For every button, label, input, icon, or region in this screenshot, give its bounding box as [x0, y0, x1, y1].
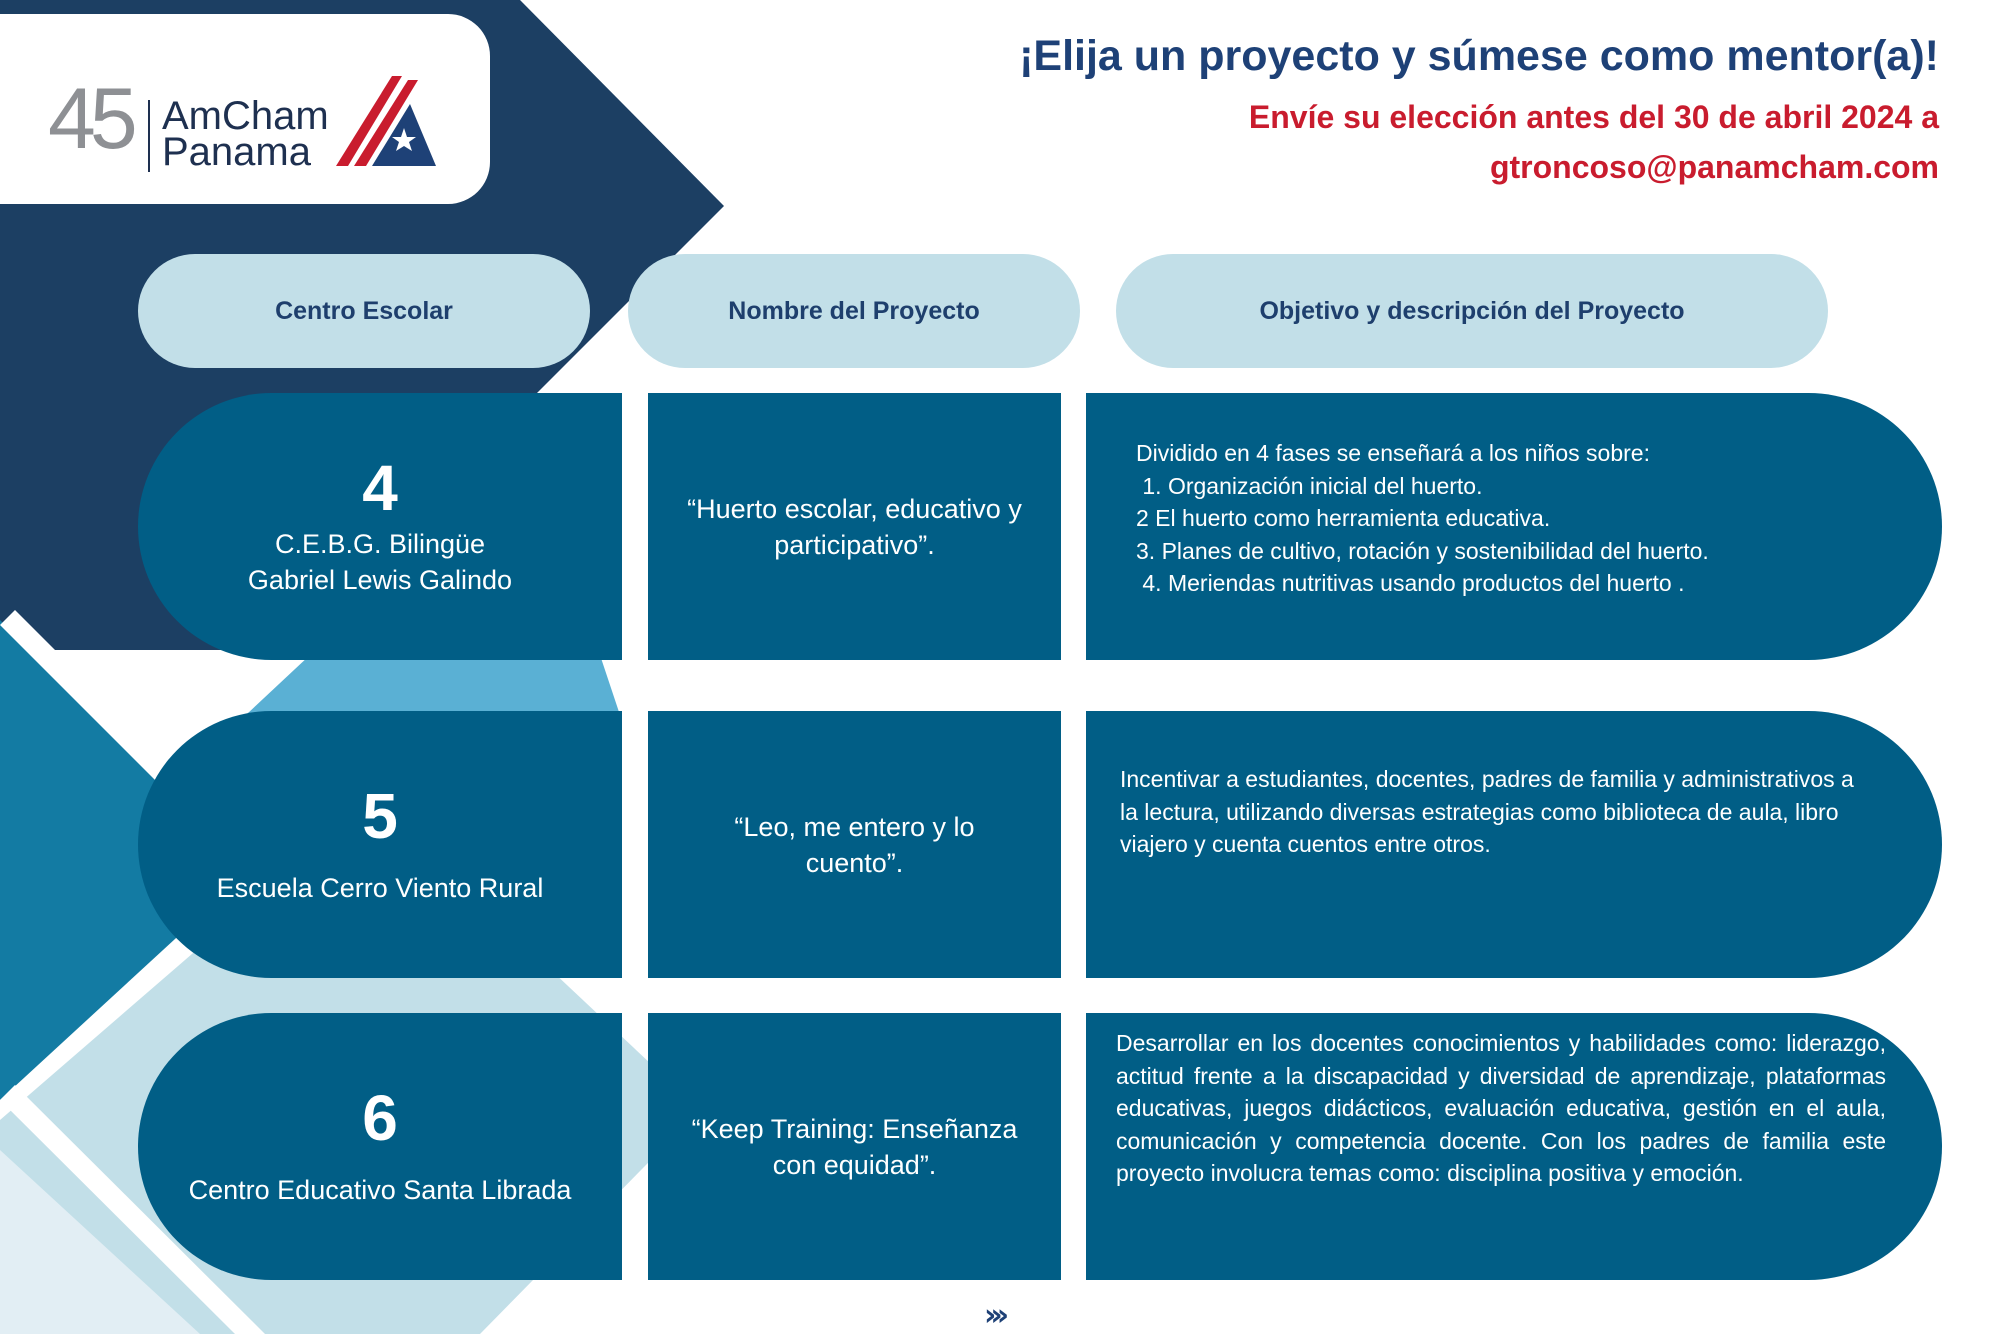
page-subtitle: Envíe su elección antes del 30 de abril 2024 a gtroncoso@panamcham.com: [1248, 99, 1939, 185]
school-name: C.E.B.G. Bilingüe Gabriel Lewis Galindo: [247, 528, 513, 595]
column-header-school: Centro Escolar: [138, 254, 590, 368]
column-header-project: Nombre del Proyecto: [628, 254, 1080, 368]
anniversary-number: 45: [48, 71, 132, 167]
school-cell: [138, 1013, 622, 1280]
page-title: ¡Elija un proyecto y súmese como mentor(a)!: [1019, 32, 1939, 80]
description-text: Incentivar a estudiantes, docentes, padres de familia y administrativos a la lectura, utilizando diversas estrategias como biblioteca de aula, libro viajero y cuenta cuentos entre otros.: [1120, 766, 1854, 857]
description-line: 4. Meriendas nutritivas usando productos del huerto .: [1136, 570, 1685, 596]
logo-brand-line1: AmCham: [162, 94, 329, 138]
project-name: “Huerto escolar, educativo y participativo”.: [687, 493, 1022, 560]
school-cell: [138, 393, 622, 660]
column-header-objective: Objetivo y descripción del Proyecto: [1116, 254, 1828, 368]
project-name-cell: [648, 1013, 1061, 1280]
school-name: Escuela Cerro Viento Rural: [216, 872, 544, 903]
project-name-cell: [648, 393, 1061, 660]
description-line: 3. Planes de cultivo, rotación y sostenibilidad del huerto.: [1136, 537, 1709, 564]
description-text: Desarrollar en los docentes conocimientos y habilidades como: liderazgo, actitud frente a la discapacidad y diversidad de aprendizaje, plataformas educativas, juegos didácticos, evaluación educativa, gestión en el aula, comunicación y competencia docente. Con los padres de familia este proyecto involucra temas como: disciplina positiva y emoción.: [1116, 1030, 1886, 1186]
next-page-chevron-icon[interactable]: ›››: [984, 1298, 1004, 1333]
logo-brand-line2: Panama: [162, 130, 311, 174]
logo-card: [0, 14, 490, 204]
amcham-logo-icon: [336, 76, 436, 168]
project-name: “Leo, me entero y lo cuento”.: [734, 811, 975, 878]
project-number: 4: [362, 451, 398, 524]
description-line: 1. Organización inicial del huerto.: [1136, 472, 1483, 499]
project-name-cell: [648, 711, 1061, 978]
school-cell: [138, 711, 622, 978]
description-line: 2 El huerto como herramienta educativa.: [1136, 505, 1551, 531]
description-cell: [1086, 1013, 1942, 1280]
description-line: Dividido en 4 fases se enseñará a los niños sobre:: [1136, 440, 1650, 466]
school-name: Centro Educativo Santa Librada: [188, 1174, 572, 1205]
logo-divider: [148, 100, 150, 172]
description-cell: [1086, 711, 1942, 978]
project-number: 5: [362, 779, 398, 852]
project-name: “Keep Training: Enseñanza con equidad”.: [691, 1113, 1018, 1180]
description-cell: [1086, 393, 1942, 660]
project-number: 6: [362, 1081, 398, 1154]
